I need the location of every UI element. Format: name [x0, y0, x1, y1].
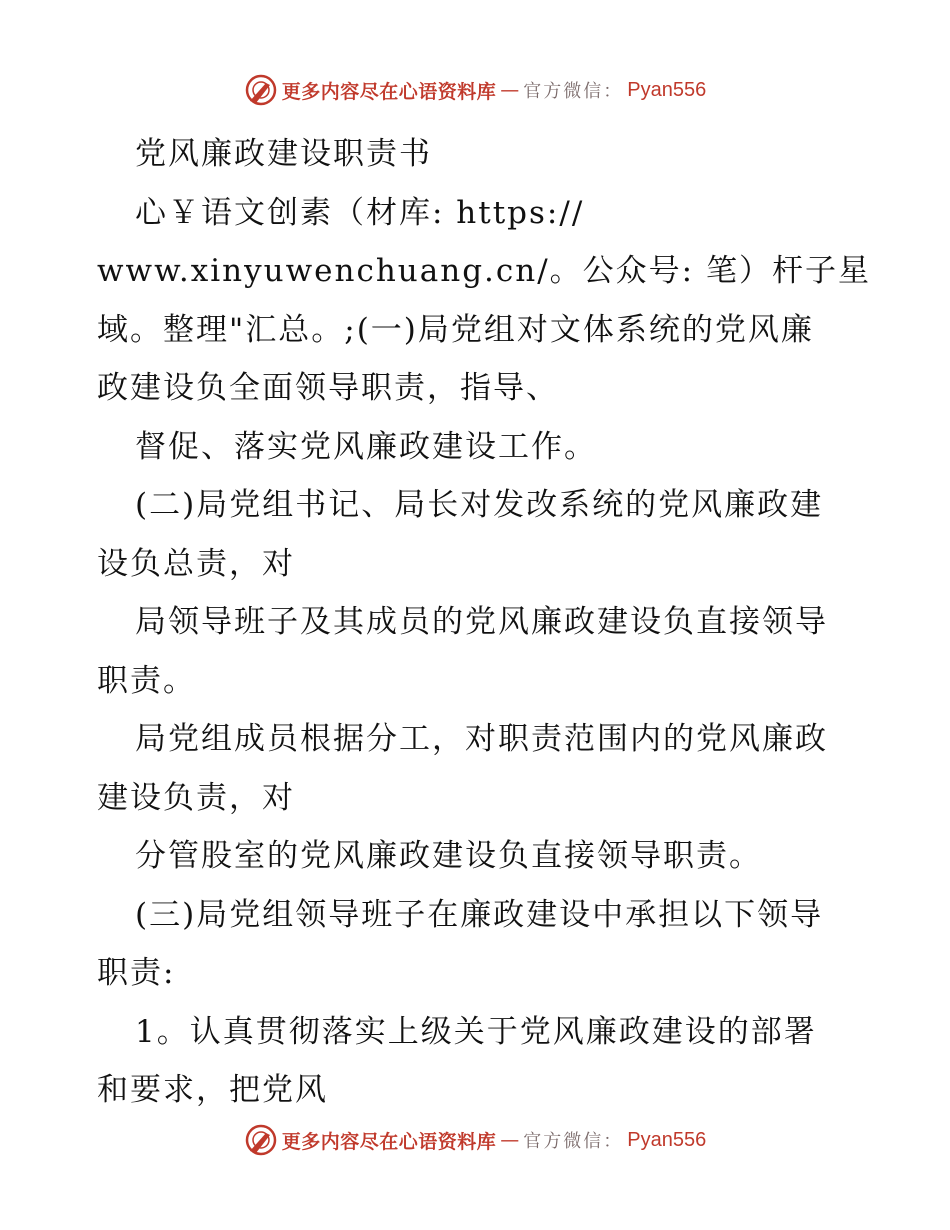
text-line: (二)局党组书记、局长对发改系统的党风廉政建	[135, 487, 824, 523]
banner-wechat-id: Pyan556	[627, 1128, 707, 1151]
text-line: 督促、落实党风廉政建设工作。	[135, 428, 597, 465]
banner-wechat-id: Pyan556	[627, 78, 707, 101]
banner-wechat-label: 官方微信：	[523, 1131, 624, 1152]
document-title: 党风廉政建设职责书	[135, 136, 432, 172]
text-line: 建设负责，对	[97, 779, 295, 816]
text-line: www.xinyuwenchuang.cn/。公众号: 笔）杆子星	[97, 253, 871, 289]
text-line: 局领导班子及其成员的党风廉政建设负直接领导	[135, 604, 828, 640]
text-line: 设负总责，对	[97, 545, 295, 582]
header-watermark-banner	[0, 70, 950, 110]
text-line: 局党组成员根据分工，对职责范围内的党风廉政	[135, 721, 828, 757]
banner-separator: —	[500, 1129, 520, 1151]
text-line: 职责。	[97, 662, 196, 699]
text-line: 职责:	[97, 955, 176, 991]
brush-logo-icon	[244, 73, 278, 107]
document-body	[97, 125, 871, 1120]
text-line: 域。整理"汇总。;(一)局党组对文体系统的党风廉	[97, 311, 814, 348]
banner-main-text: 更多内容尽在心语资料库	[281, 1130, 497, 1153]
text-line: 分管股室的党风廉政建设负直接领导职责。	[135, 838, 762, 874]
text-line: 和要求，把党风	[97, 1072, 328, 1108]
text-line: 政建设负全面领导职责，指导、	[97, 370, 559, 406]
text-line: 1。认真贯彻落实上级关于党风廉政建设的部署	[135, 1013, 817, 1050]
text-line: (三)局党组领导班子在廉政建设中承担以下领导	[135, 896, 824, 933]
text-line: 心￥语文创素（材库: https://	[135, 194, 585, 231]
banner-main-text: 更多内容尽在心语资料库	[281, 80, 497, 103]
footer-watermark-banner	[0, 1120, 950, 1160]
banner-separator: —	[500, 79, 520, 101]
brush-logo-icon	[244, 1123, 278, 1157]
banner-wechat-label: 官方微信：	[523, 81, 624, 102]
